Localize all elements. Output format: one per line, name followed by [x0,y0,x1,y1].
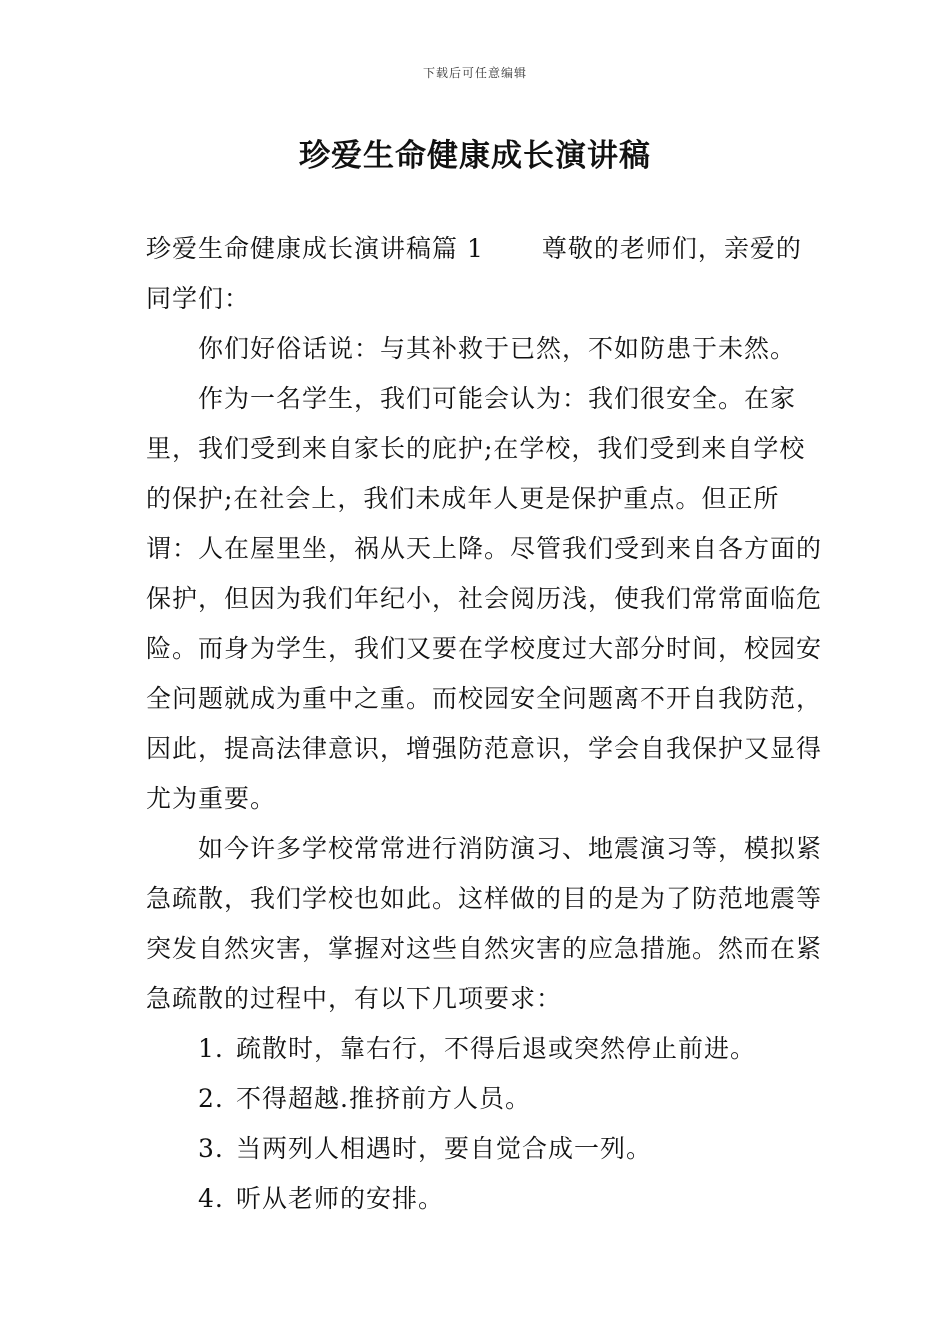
paragraph-2: 作为一名学生，我们可能会认为：我们很安全。在家里，我们受到来自家长的庇护;在学校，我们受到来自学校的保护;在社会上，我们未成年人更是保护重点。但正所谓：人在屋里坐，祸从天上降。尽管我们受到来自各方面的保护，但因为我们年纪小，社会阅历浅，使我们常常面临危险。而身为学生，我们又要在学校度过大部分时间，校园安全问题就成为重中之重。而校园安全问题离不开自我防范，因此，提高法律意识，增强防范意识，学会自我保护又显得尤为重要。 [146,384,823,813]
list-item [146,1024,826,1074]
list-item [146,1124,826,1174]
list-item [146,1174,826,1224]
paragraph-1: 你们好俗话说：与其补救于已然，不如防患于未然。 [198,334,797,363]
list-text: 当两列人相遇时，要自觉合成一列。 [236,1134,653,1163]
intro-greeting: 尊敬的老师们，亲爱的同学们： [146,234,802,313]
list-number: 4. [198,1184,224,1213]
list-number: 3. [198,1134,224,1163]
intro-label: 珍爱生命健康成长演讲稿篇 1 [146,234,484,263]
intro-paragraph [146,224,826,324]
list-number: 1. [198,1034,224,1063]
list-item [146,1074,826,1124]
list-number: 2. [198,1084,224,1113]
list-text: 听从老师的安排。 [236,1184,445,1213]
document-title: 珍爱生命健康成长演讲稿 [299,138,651,174]
header-note: 下载后可任意编辑 [422,66,527,80]
document-body [146,224,826,1224]
list-text: 疏散时，靠右行，不得后退或突然停止前进。 [236,1034,757,1063]
paragraph-3: 如今许多学校常常进行消防演习、地震演习等，模拟紧急疏散，我们学校也如此。这样做的目的是为了防范地震等突发自然灾害，掌握对这些自然灾害的应急措施。然而在紧急疏散的过程中，有以下几项要求： [146,834,823,1013]
list-text: 不得超越.推挤前方人员。 [236,1084,531,1113]
